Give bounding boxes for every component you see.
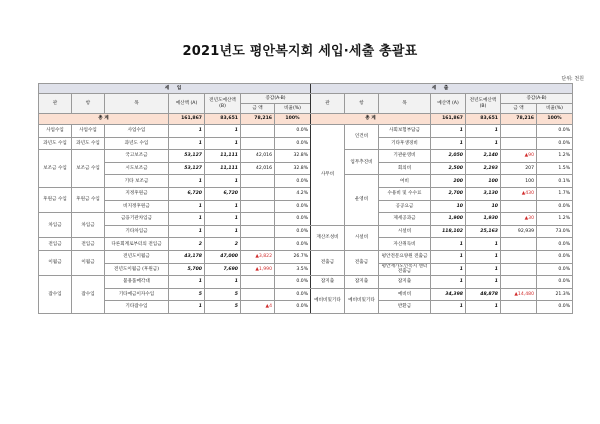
row-hang: 전출금 (345, 250, 379, 275)
table-row (39, 137, 311, 150)
row-prev-budget: 1 (466, 263, 501, 276)
row-diff-ratio: 0.0% (275, 213, 311, 226)
row-diff-ratio: 3.5% (275, 263, 311, 276)
row-label: 사업수입 (105, 125, 169, 138)
row-prev-budget: 1 (205, 125, 241, 138)
row-gwan: 보조금 수입 (39, 150, 72, 188)
row-prev-budget: 100 (466, 175, 501, 188)
row-diff-amount: ▲14,480 (501, 288, 537, 301)
row-hang: 차입금 (72, 213, 105, 238)
row-prev-budget: 1 (205, 276, 241, 289)
table-row (311, 175, 573, 188)
row-label: 회의비 (379, 162, 431, 175)
row-budget: 1 (431, 137, 466, 150)
row-diff-amount: ▲30 (501, 213, 537, 226)
col-header-gwan: 관 (39, 94, 72, 114)
row-label: 기타예금이자수입 (105, 288, 169, 301)
row-diff-amount (241, 125, 275, 138)
row-diff-amount (241, 276, 275, 289)
row-diff-ratio: 0.1% (537, 175, 573, 188)
total-prev-budget: 83,651 (205, 114, 241, 125)
table-row (311, 250, 573, 263)
row-diff-ratio: 0.0% (537, 301, 573, 314)
revenue-banner: 세 입 (39, 84, 311, 94)
row-diff-ratio: 1.5% (537, 162, 573, 175)
row-gwan: 이월금 (39, 250, 72, 275)
total-diff-ratio: 100% (537, 114, 573, 125)
total-label: 총 계 (311, 114, 431, 125)
row-diff-amount: ▲430 (501, 187, 537, 200)
table-row (311, 276, 573, 289)
row-hang: 인건비 (345, 125, 379, 150)
row-gwan: 예비비및기타 (311, 288, 345, 313)
row-diff-ratio: 0.0% (537, 200, 573, 213)
row-prev-budget: 2,140 (466, 150, 501, 163)
table-row (311, 150, 573, 163)
expense-table (310, 83, 573, 314)
row-diff-ratio: 0.0% (275, 175, 311, 188)
row-diff-ratio: 73.0% (537, 225, 573, 238)
row-diff-ratio: 1.2% (537, 213, 573, 226)
total-label: 총 계 (39, 114, 169, 125)
total-budget: 161,867 (431, 114, 466, 125)
row-label: 잡지출 (379, 276, 431, 289)
expense-table-panel (310, 83, 572, 314)
row-gwan: 차입금 (39, 213, 72, 238)
row-prev-budget: 1 (466, 125, 501, 138)
row-diff-amount (241, 238, 275, 251)
row-label: 지정후원금 (105, 187, 169, 200)
row-label: 기타차입금 (105, 225, 169, 238)
row-label: 기관운영비 (379, 150, 431, 163)
row-diff-amount: ▲90 (501, 150, 537, 163)
table-row (39, 238, 311, 251)
row-diff-ratio: 0.0% (275, 238, 311, 251)
row-diff-ratio: 1.2% (537, 150, 573, 163)
row-diff-ratio: 0.0% (275, 137, 311, 150)
row-label: 평안재가노인복지 센터 전출금 (379, 263, 431, 276)
row-hang: 전입금 (72, 238, 105, 251)
row-diff-ratio: 0.0% (275, 276, 311, 289)
row-label: 불용품매각대 (105, 276, 169, 289)
row-budget: 2,050 (431, 150, 466, 163)
row-prev-budget: 1 (466, 276, 501, 289)
row-label: 기타 보조금 (105, 175, 169, 188)
row-gwan: 후원금 수입 (39, 187, 72, 212)
row-prev-budget: 1 (205, 137, 241, 150)
row-budget: 1 (431, 263, 466, 276)
col-header-mok: 목 (379, 94, 431, 114)
row-label: 제세공과금 (379, 213, 431, 226)
row-diff-ratio: 0.0% (537, 125, 573, 138)
row-gwan: 전출금 (311, 250, 345, 275)
row-label: 국고보조금 (105, 150, 169, 163)
row-label: 기타잡수입 (105, 301, 169, 314)
row-diff-amount (501, 200, 537, 213)
revenue-total-row (39, 114, 311, 125)
row-prev-budget: 7,690 (205, 263, 241, 276)
row-budget: 1 (169, 213, 205, 226)
row-budget: 6,720 (169, 187, 205, 200)
row-gwan: 재산조성비 (311, 225, 345, 250)
row-label: 다른회계로부터의 전입금 (105, 238, 169, 251)
row-prev-budget: 1 (466, 301, 501, 314)
row-budget: 1 (431, 250, 466, 263)
col-header-budget: 예산액 (A) (169, 94, 205, 114)
row-diff-amount: 42,016 (241, 150, 275, 163)
row-diff-amount (501, 250, 537, 263)
row-hang: 이월금 (72, 250, 105, 275)
table-row (39, 250, 311, 263)
row-hang: 보조금 수입 (72, 150, 105, 188)
row-diff-amount: ▲1,990 (241, 263, 275, 276)
row-label: 예비비 (379, 288, 431, 301)
row-diff-ratio: 0.0% (275, 288, 311, 301)
row-diff-amount: 92,939 (501, 225, 537, 238)
row-budget: 10 (431, 200, 466, 213)
col-header-diff: 증감(A-B) (241, 94, 311, 104)
col-header-diff: 증감(A-B) (501, 94, 573, 104)
revenue-table (38, 83, 311, 314)
row-diff-ratio: 1.7% (537, 187, 573, 200)
row-label: 전년도이월금 (105, 250, 169, 263)
row-label: 수용비 및 수수료 (379, 187, 431, 200)
row-prev-budget: 2,293 (466, 162, 501, 175)
row-label: 금융기관차입금 (105, 213, 169, 226)
col-header-hang: 항 (345, 94, 379, 114)
table-row (311, 288, 573, 301)
row-budget: 2,700 (431, 187, 466, 200)
row-label: 반환금 (379, 301, 431, 314)
row-prev-budget: 11,111 (205, 150, 241, 163)
row-diff-amount (501, 137, 537, 150)
row-diff-ratio: 0.0% (537, 137, 573, 150)
row-prev-budget: 5 (205, 288, 241, 301)
col-header-amount: 금 액 (241, 104, 275, 114)
row-prev-budget: 5 (205, 301, 241, 314)
row-diff-ratio: 0.0% (275, 301, 311, 314)
row-hang: 시설비 (345, 225, 379, 250)
row-gwan: 잡수입 (39, 276, 72, 314)
row-diff-amount (241, 187, 275, 200)
col-header-ratio: 비율(%) (537, 104, 573, 114)
row-budget: 1 (431, 276, 466, 289)
row-budget: 43,178 (169, 250, 205, 263)
row-prev-budget: 10 (466, 200, 501, 213)
row-hang: 예비비및기타 (345, 288, 379, 313)
row-diff-ratio: 0.0% (537, 238, 573, 251)
row-prev-budget: 47,000 (205, 250, 241, 263)
row-prev-budget: 11,111 (205, 162, 241, 175)
row-budget: 1 (431, 301, 466, 314)
row-prev-budget: 2 (205, 238, 241, 251)
row-budget: 1 (169, 301, 205, 314)
expense-table-body (311, 125, 573, 314)
row-prev-budget: 1 (466, 137, 501, 150)
row-diff-amount: 207 (501, 162, 537, 175)
table-row (39, 125, 311, 138)
row-diff-amount (501, 263, 537, 276)
row-prev-budget: 1,930 (466, 213, 501, 226)
total-diff-ratio: 100% (275, 114, 311, 125)
row-label: 전년도이월금 (후원금) (105, 263, 169, 276)
row-prev-budget: 48,878 (466, 288, 501, 301)
row-diff-ratio: 0.0% (275, 200, 311, 213)
row-budget: 200 (431, 175, 466, 188)
row-diff-amount (501, 125, 537, 138)
row-diff-ratio: 32.8% (275, 150, 311, 163)
table-row (39, 150, 311, 163)
col-header-hang: 항 (72, 94, 105, 114)
row-budget: 1,900 (431, 213, 466, 226)
unit-label: 단위: 천원 (561, 76, 584, 82)
row-diff-amount (501, 238, 537, 251)
total-diff-amount: 78,216 (501, 114, 537, 125)
row-prev-budget: 1 (466, 250, 501, 263)
row-diff-amount (241, 213, 275, 226)
row-gwan: 사업수입 (39, 125, 72, 138)
row-budget: 1 (169, 200, 205, 213)
row-budget: 1 (169, 175, 205, 188)
row-gwan: 전입금 (39, 238, 72, 251)
row-budget: 1 (169, 137, 205, 150)
row-budget: 53,127 (169, 150, 205, 163)
row-diff-ratio: 21.3% (537, 288, 573, 301)
revenue-table-body (39, 125, 311, 314)
row-budget: 1 (169, 276, 205, 289)
row-diff-amount (241, 137, 275, 150)
col-header-amount: 금 액 (501, 104, 537, 114)
row-budget: 53,127 (169, 162, 205, 175)
row-diff-ratio: 0.0% (275, 225, 311, 238)
row-diff-ratio: 0.0% (537, 276, 573, 289)
row-label: 여비 (379, 175, 431, 188)
table-row (39, 187, 311, 200)
col-header-budget: 예산액 (A) (431, 94, 466, 114)
row-budget: 1 (431, 125, 466, 138)
row-hang: 사업수입 (72, 125, 105, 138)
table-row (39, 213, 311, 226)
total-budget: 161,867 (169, 114, 205, 125)
row-label: 기타후생경비 (379, 137, 431, 150)
row-diff-amount (501, 301, 537, 314)
row-diff-ratio: 26.7% (275, 250, 311, 263)
row-budget: 2,500 (431, 162, 466, 175)
row-diff-amount (241, 288, 275, 301)
col-header-ratio: 비율(%) (275, 104, 311, 114)
expense-banner: 세 출 (311, 84, 573, 94)
row-diff-amount: ▲3,822 (241, 250, 275, 263)
row-hang: 과년도 수입 (72, 137, 105, 150)
table-row (39, 276, 311, 289)
row-budget: 1 (431, 238, 466, 251)
row-diff-ratio: 0.0% (537, 263, 573, 276)
row-prev-budget: 1 (205, 225, 241, 238)
row-budget: 118,102 (431, 225, 466, 238)
row-diff-amount (501, 276, 537, 289)
row-hang: 잡지출 (345, 276, 379, 289)
row-hang: 잡수입 (72, 276, 105, 314)
row-prev-budget: 6,720 (205, 187, 241, 200)
col-header-gwan: 관 (311, 94, 345, 114)
row-gwan: 과년도 수입 (39, 137, 72, 150)
row-label: 자산취득비 (379, 238, 431, 251)
row-hang: 업무추진비 (345, 150, 379, 175)
row-label: 사회보험부담금 (379, 125, 431, 138)
row-hang: 운영비 (345, 175, 379, 225)
row-gwan: 사무비 (311, 125, 345, 226)
row-prev-budget: 1 (205, 175, 241, 188)
row-label: 비지정후원금 (105, 200, 169, 213)
row-diff-amount (241, 175, 275, 188)
row-budget: 5,700 (169, 263, 205, 276)
row-diff-amount (241, 225, 275, 238)
row-budget: 34,398 (431, 288, 466, 301)
row-gwan: 잡지출 (311, 276, 345, 289)
revenue-table-panel (38, 83, 310, 314)
row-label: 평안전문요양원 전출금 (379, 250, 431, 263)
page-title: 2021년도 평안복지회 세입·세출 총괄표 (182, 44, 418, 59)
expense-total-row (311, 114, 573, 125)
row-diff-ratio: 4.2% (275, 187, 311, 200)
row-diff-amount (241, 200, 275, 213)
row-label: 시설비 (379, 225, 431, 238)
row-hang: 후원금 수입 (72, 187, 105, 212)
table-row (311, 225, 573, 238)
total-prev-budget: 83,651 (466, 114, 501, 125)
row-label: 공공요금 (379, 200, 431, 213)
row-diff-ratio: 32.8% (275, 162, 311, 175)
row-label: 과년도 수입 (105, 137, 169, 150)
row-prev-budget: 3,130 (466, 187, 501, 200)
row-diff-amount: 42,016 (241, 162, 275, 175)
row-budget: 5 (169, 288, 205, 301)
row-prev-budget: 1 (205, 200, 241, 213)
row-prev-budget: 25,163 (466, 225, 501, 238)
row-budget: 1 (169, 225, 205, 238)
row-diff-amount: ▲4 (241, 301, 275, 314)
row-diff-ratio: 0.0% (275, 125, 311, 138)
col-header-mok: 목 (105, 94, 169, 114)
row-diff-ratio: 0.0% (537, 250, 573, 263)
row-budget: 2 (169, 238, 205, 251)
col-header-prev-budget: 전년도예산액 (B) (466, 94, 501, 114)
row-budget: 1 (169, 125, 205, 138)
col-header-prev-budget: 전년도예산액 (B) (205, 94, 241, 114)
row-prev-budget: 1 (466, 238, 501, 251)
total-diff-amount: 78,216 (241, 114, 275, 125)
row-label: 시도보조금 (105, 162, 169, 175)
row-prev-budget: 1 (205, 213, 241, 226)
table-row (311, 125, 573, 138)
row-diff-amount: 100 (501, 175, 537, 188)
